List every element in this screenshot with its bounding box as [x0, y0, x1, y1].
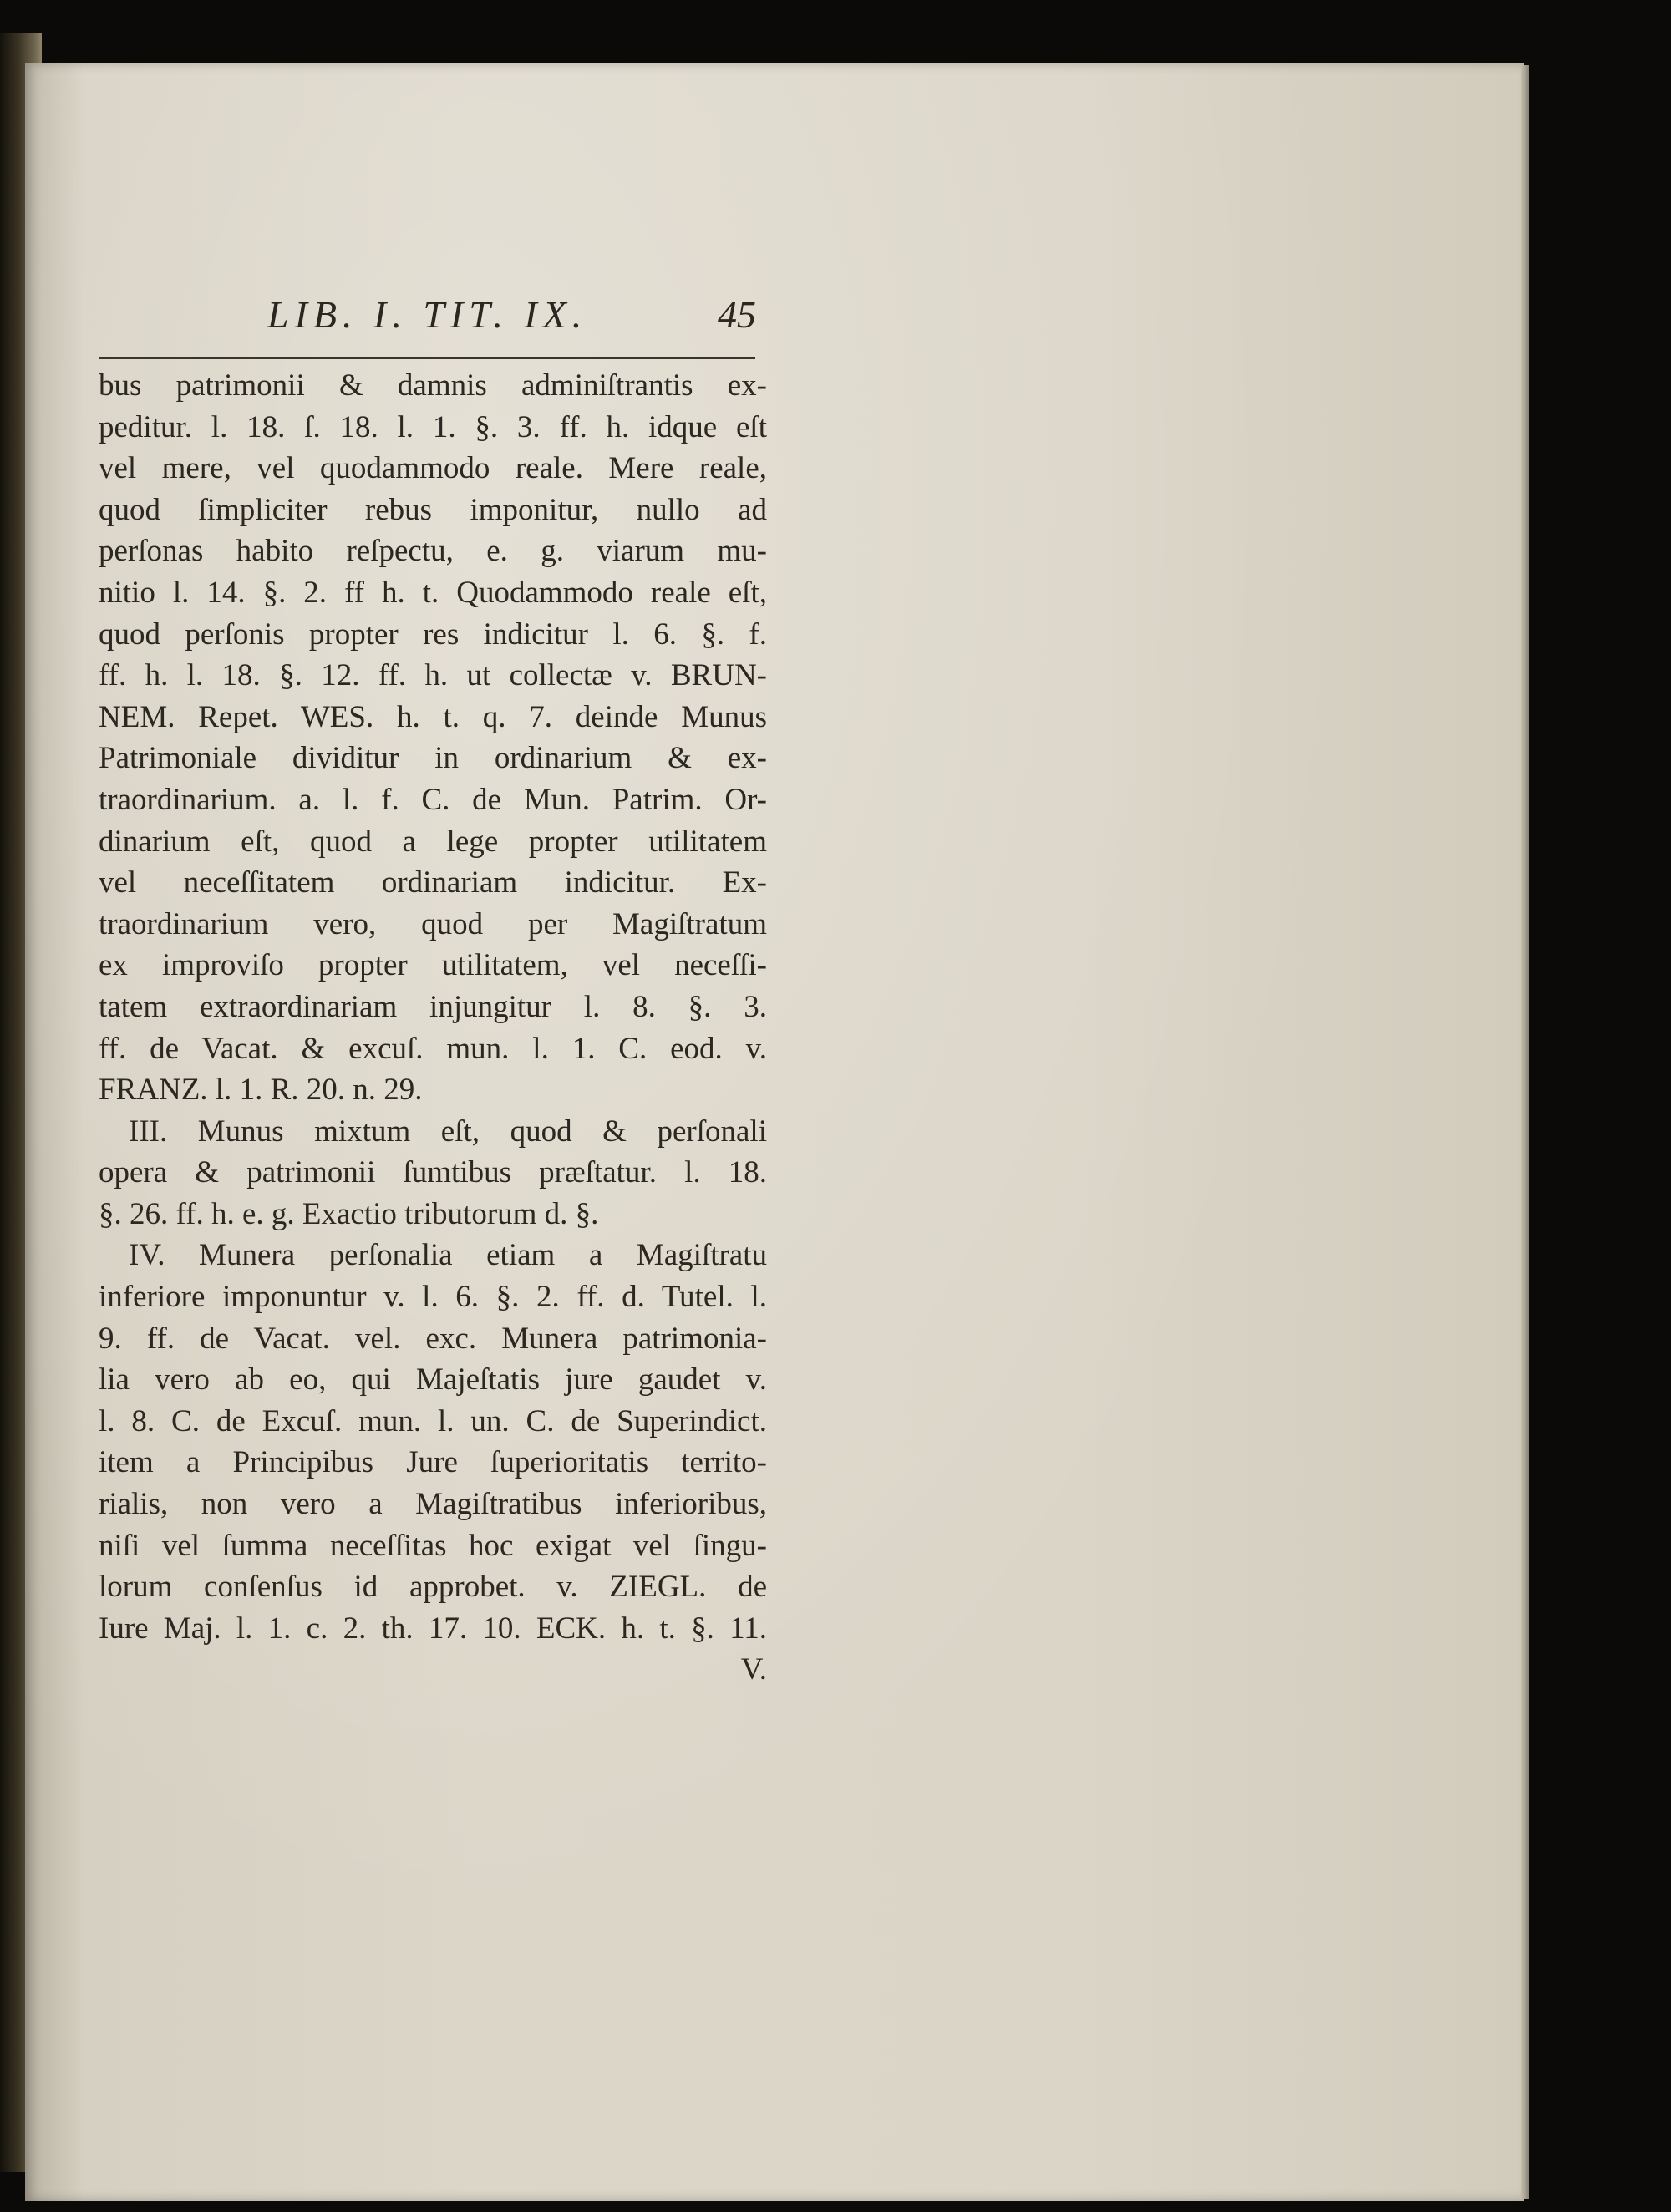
text-line: perſonas habito reſpectu, e. g. viarum mu- [99, 534, 767, 569]
text-line: traordinarium. a. l. f. C. de Mun. Patrim. Or- [99, 782, 767, 817]
text-line: NEM. Repet. WES. h. t. q. 7. deinde Munus [99, 699, 767, 734]
text-line: item a Principibus Jure ſuperioritatis territo- [99, 1445, 767, 1480]
text-line: niſi vel ſumma neceſſitas hoc exigat vel ſingu- [99, 1528, 767, 1563]
text-line: opera & patrimonii ſumtibus præſtatur. l. 18. [99, 1155, 767, 1190]
text-line: lorum conſenſus id approbet. v. ZIEGL. de [99, 1570, 767, 1605]
text-line: ex improviſo propter utilitatem, vel neceſſi- [99, 948, 767, 983]
text-line: traordinarium vero, quod per Magiſtratum [99, 906, 767, 941]
text-line: tatem extraordinariam injungitur l. 8. §. 3. [99, 989, 767, 1024]
text-line: Patrimoniale dividitur in ordinarium & ex- [99, 741, 767, 776]
paper-page [25, 63, 1524, 2201]
text-line: rialis, non vero a Magiſtratibus inferioribus, [99, 1487, 767, 1522]
text-line: lia vero ab eo, qui Majeſtatis jure gaudet v. [99, 1362, 767, 1398]
text-line: quod ſimpliciter rebus imponitur, nullo ad [99, 492, 767, 527]
text-line: vel neceſſitatem ordinariam indicitur. Ex- [99, 865, 767, 901]
page-edge [1521, 65, 1529, 2199]
text-line: ff. h. l. 18. §. 12. ff. h. ut collectæ v. BRUN- [99, 658, 767, 693]
text-line: III. Munus mixtum eſt, quod & perſonali [129, 1114, 767, 1149]
text-line: Iure Maj. l. 1. c. 2. th. 17. 10. ECK. h. t. §. 11. [99, 1611, 767, 1646]
running-title: LIB. I. TIT. IX. [267, 293, 588, 336]
text-line: §. 26. ff. h. e. g. Exactio tributorum d. §. [99, 1196, 599, 1231]
text-line: ff. de Vacat. & excuſ. mun. l. 1. C. eod. v. [99, 1031, 767, 1066]
text-line: IV. Munera perſonalia etiam a Magiſtratu [129, 1238, 767, 1273]
text-line: 9. ff. de Vacat. vel. exc. Munera patrimonia- [99, 1321, 767, 1356]
text-line: l. 8. C. de Excuſ. mun. l. un. C. de Superindict. [99, 1403, 767, 1438]
body-text [99, 365, 767, 1691]
text-line: inferiore imponuntur v. l. 6. §. 2. ff. d. Tutel. l. [99, 1280, 767, 1315]
text-line: peditur. l. 18. ſ. 18. l. 1. §. 3. ff. h. idque eſt [99, 409, 767, 444]
header-rule [99, 357, 755, 359]
text-line: bus patrimonii & damnis adminiſtrantis ex- [99, 368, 767, 403]
text-line: dinarium eſt, quod a lege propter utilitatem [99, 824, 767, 859]
text-line: nitio l. 14. §. 2. ff h. t. Quodammodo reale eſt, [99, 575, 767, 610]
text-line: FRANZ. l. 1. R. 20. n. 29. [99, 1073, 423, 1108]
text-line: quod perſonis propter res indicitur l. 6. §. f. [99, 616, 767, 652]
page-header [267, 292, 756, 351]
text-line: vel mere, vel quodammodo reale. Mere reale, [99, 451, 767, 486]
catchword: V. [740, 1652, 767, 1687]
page-number: 45 [718, 293, 756, 336]
